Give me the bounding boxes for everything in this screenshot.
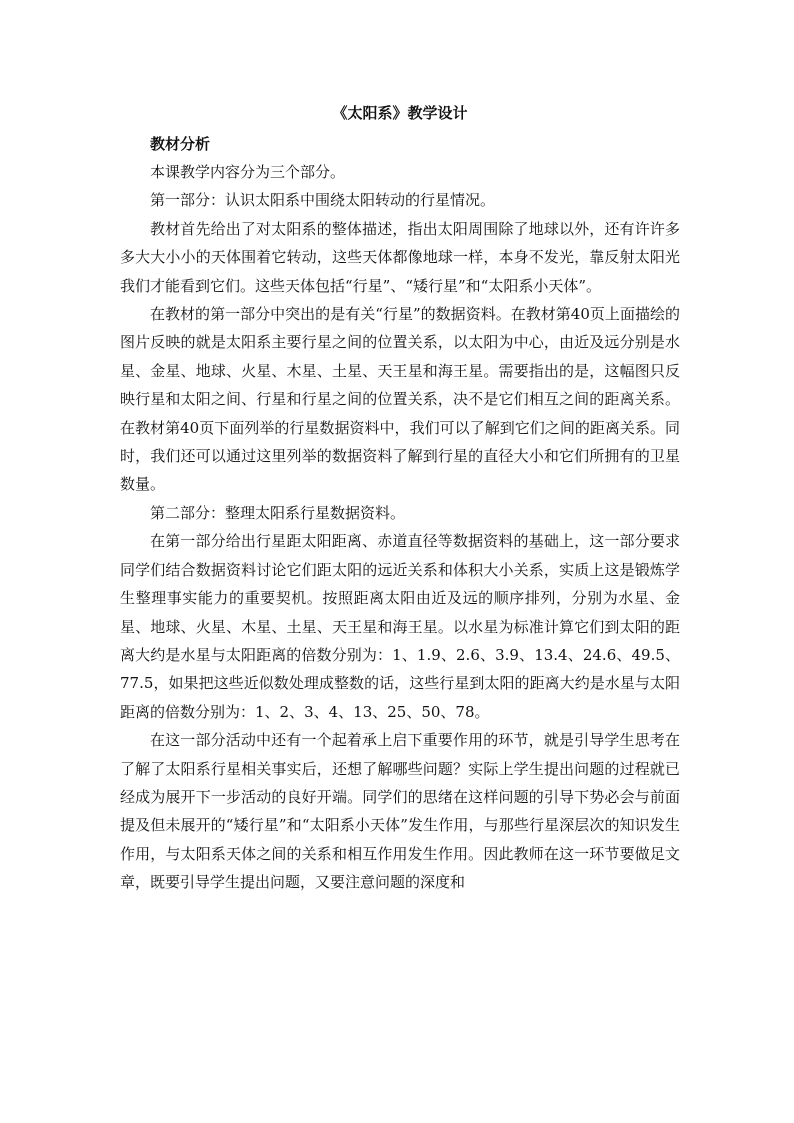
paragraph-distance-ratios: 在第一部分给出行星距太阳距离、赤道直径等数据资料的基础上，这一部分要求同学们结合数据资料讨论它们距太阳的远近关系和体积大小关系，实质上这是锻炼学生整理事实能力的重要契机。按照距离太阳由近及远的顺序排列，分别为水星、金星、地球、火星、木星、土星、天王星和海王星。以水星为标准计算它们到太阳的距离大约是水星与太阳距离的倍数分别为：1、1.9、2.6、3.9、13.4、24.6、49.5、77.5，如果把这些近似数处理成整数的话，这些行星到太阳的距离大约是水星与太阳距离的倍数分别为：1、2、3、4、13、25、50、78。	[120, 532, 680, 721]
paragraph-overview: 教材首先给出了对太阳系的整体描述，指出太阳周围除了地球以外，还有许许多多大大小小的天体围着它转动，这些天体都像地球一样，本身不发光，靠反射太阳光我们才能看到它们。这些天体包括“行星”、“矮行星”和“太阳系小天体”。	[120, 219, 680, 295]
section-heading-textbook-analysis: 教材分析	[150, 135, 211, 153]
paragraph-part-two-heading: 第二部分：整理太阳系行星数据资料。	[150, 503, 406, 522]
paragraph-questioning: 在这一部分活动中还有一个起着承上启下重要作用的环节，就是引导学生思考在了解了太阳系行星相关事实后，还想了解哪些问题？实际上学生提出问题的过程就已经成为展开下一步活动的良好开端。同学们的思绪在这样问题的引导下势必会与前面提及但未展开的“矮行星”和“太阳系小天体”发生作用，与那些行星深层次的知识发生作用，与太阳系天体之间的关系和相互作用发生作用。因此教师在这一环节要做足文章，既要引导学生提出问题，又要注意问题的深度和	[120, 731, 680, 892]
paragraph-part-one-heading: 第一部分：认识太阳系中围绕太阳转动的行星情况。	[150, 191, 496, 210]
paragraph-planet-data: 在教材的第一部分中突出的是有关“行星”的数据资料。在教材第40页上面描绘的图片反映的就是太阳系主要行星之间的位置关系，以太阳为中心，由近及远分别是水星、金星、地球、火星、木星、土星、天王星和海王星。需要指出的是，这幅图只反映行星和太阳之间、行星和行星之间的位置关系，决不是它们相互之间的距离关系。在教材第40页下面列举的行星数据资料中，我们可以了解到它们之间的距离关系。同时，我们还可以通过这里列举的数据资料了解到行星的直径大小和它们所拥有的卫星数量。	[120, 305, 680, 494]
paragraph-intro: 本课教学内容分为三个部分。	[150, 163, 346, 181]
document-body	[120, 100, 680, 897]
document-title: 《太阳系》教学设计	[332, 104, 468, 122]
